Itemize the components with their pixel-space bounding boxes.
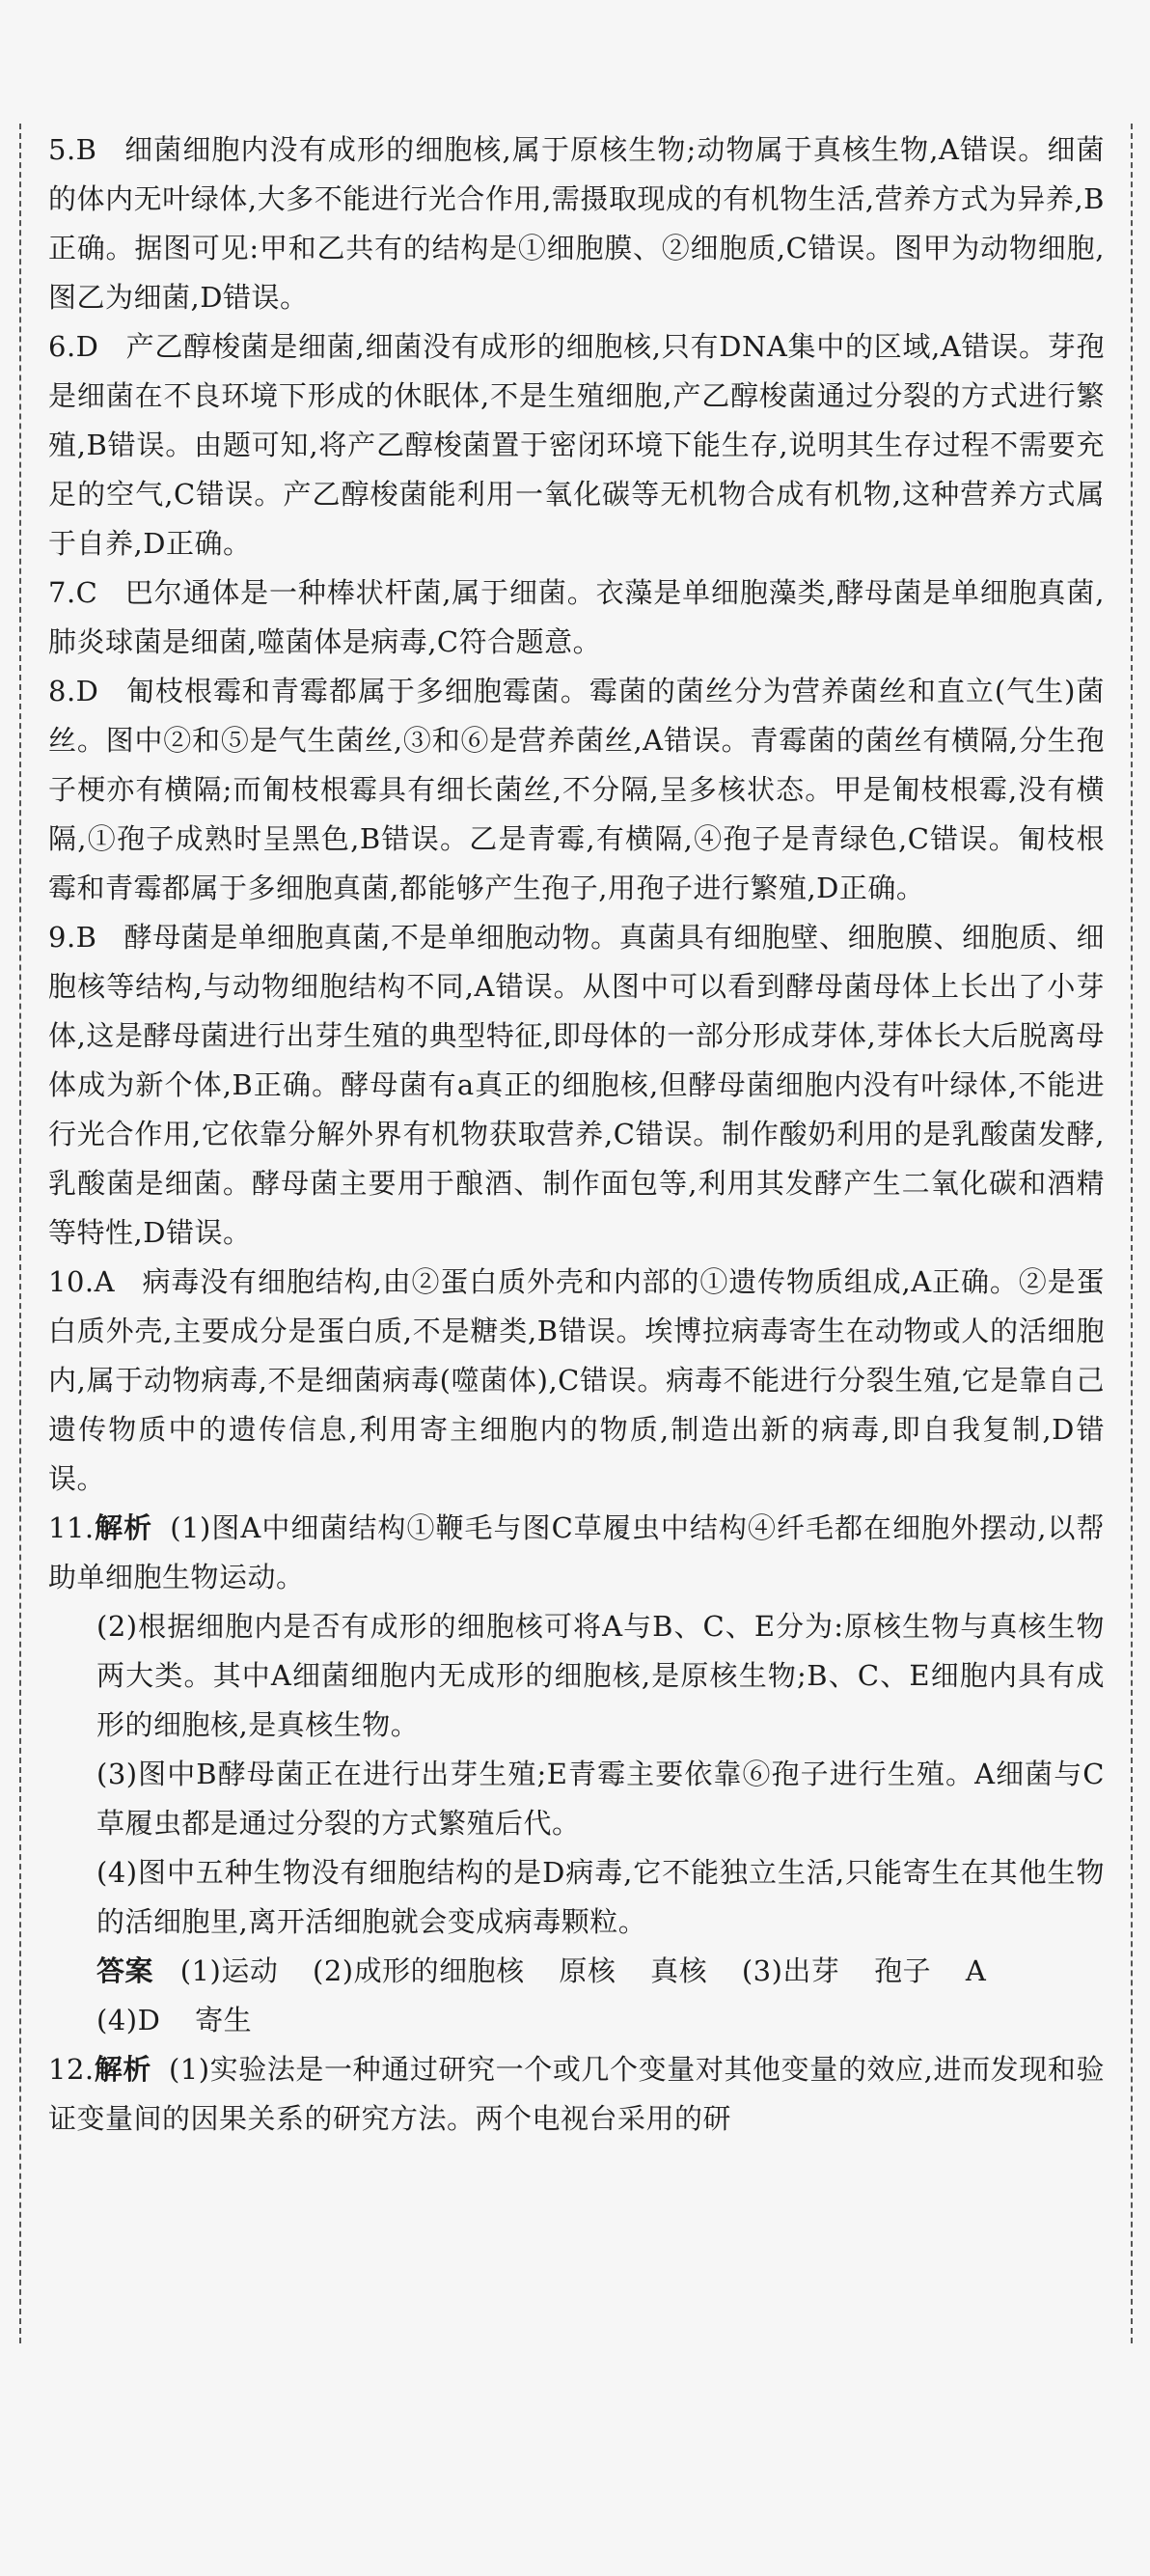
answer-item: 真核: [650, 1954, 708, 1987]
analysis-label: 解析: [94, 1511, 153, 1544]
answer-choice: D: [75, 330, 99, 363]
answer-choice: A: [94, 1265, 116, 1298]
answer-choice: B: [75, 921, 97, 954]
analysis-paragraph-1: (1)实验法是一种通过研究一个或几个变量对其他变量的效应,进而发现和验证变量间的因果关系的研究方法。两个电视台采用的研: [48, 2053, 1105, 2135]
explanation-text: 匍枝根霉和青霉都属于多细胞霉菌。霉菌的菌丝分为营养菌丝和直立(气生)菌丝。图中②和⑤是气生菌丝,③和⑥是营养菌丝,A错误。青霉菌的菌丝有横隔,分生孢子梗亦有横隔;而匍枝根霉具有细长菌丝,不分隔,呈多核状态。甲是匍枝根霉,没有横隔,①孢子成熟时呈黑色,B错误。乙是青霉,有横隔,④孢子是青绿色,C错误。匍枝根霉和青霉都属于多细胞真菌,都能够产生孢子,用孢子进行繁殖,D正确。: [48, 675, 1105, 904]
question-5: [48, 125, 1105, 322]
question-9: [48, 913, 1105, 1258]
question-7: [48, 568, 1105, 667]
explanation-text: 酵母菌是单细胞真菌,不是单细胞动物。真菌具有细胞壁、细胞膜、细胞质、细胞核等结构,与动物细胞结构不同,A错误。从图中可以看到酵母菌母体上长出了小芽体,这是酵母菌进行出芽生殖的典型特征,即母体的一部分形成芽体,芽体长大后脱离母体成为新个体,B正确。酵母菌有a真正的细胞核,但酵母菌细胞内没有叶绿体,不能进行光合作用,它依靠分解外界有机物获取营养,C错误。制作酸奶利用的是乳酸菌发酵,乳酸菌是细菌。酵母菌主要用于酿酒、制作面包等,利用其发酵产生二氧化碳和酒精等特性,D错误。: [48, 921, 1105, 1249]
right-dashed-border: [1131, 124, 1133, 2343]
answer-item: (2)成形的细胞核: [313, 1954, 525, 1987]
question-10: [48, 1258, 1105, 1504]
analysis-label: 解析: [94, 2053, 151, 2086]
answer-item: 原核: [559, 1954, 616, 1987]
question-number: 11.: [48, 1511, 95, 1544]
explanation-text: 细菌细胞内没有成形的细胞核,属于原核生物;动物属于真核生物,A错误。细菌的体内无叶绿体,大多不能进行光合作用,需摄取现成的有机物生活,营养方式为异养,B正确。据图可见:甲和乙共有的结构是①细胞膜、②细胞质,C错误。图甲为动物细胞,图乙为细菌,D错误。: [48, 133, 1105, 314]
answer-item: (3)出芽: [741, 1954, 840, 1987]
left-dashed-border: [19, 124, 21, 2343]
analysis-paragraph-1: (1)图A中细菌结构①鞭毛与图C草履虫中结构④纤毛都在细胞外摆动,以帮助单细胞生物运动。: [48, 1511, 1105, 1593]
question-12: [48, 2045, 1105, 2144]
answer-line-2: [96, 1996, 1105, 2045]
question-number: 10.: [48, 1265, 95, 1298]
answer-item: 孢子: [874, 1954, 932, 1987]
question-8: [48, 667, 1105, 913]
answer-choice: B: [75, 133, 97, 166]
question-11: [48, 1504, 1105, 2045]
analysis-paragraph-2: (2)根据细胞内是否有成形的细胞核可将A与B、C、E分为:原核生物与真核生物两大类。其中A细菌细胞内无成形的细胞核,是原核生物;B、C、E细胞内具有成形的细胞核,是真核生物。: [96, 1610, 1105, 1741]
answer-item: A: [965, 1954, 987, 1987]
answer-content: [48, 125, 1105, 2144]
explanation-text: 产乙醇梭菌是细菌,细菌没有成形的细胞核,只有DNA集中的区域,A错误。芽孢是细菌在不良环境下形成的休眠体,不是生殖细胞,产乙醇梭菌通过分裂的方式进行繁殖,B错误。由题可知,将产乙醇梭菌置于密闭环境下能生存,说明其生存过程不需要充足的空气,C错误。产乙醇梭菌能利用一氧化碳等无机物合成有机物,这种营养方式属于自养,D正确。: [48, 330, 1105, 560]
answer-choice: C: [75, 576, 98, 609]
analysis-paragraph-3: (3)图中B酵母菌正在进行出芽生殖;E青霉主要依靠⑥孢子进行生殖。A细菌与C草履虫都是通过分裂的方式繁殖后代。: [96, 1758, 1105, 1840]
question-number: 9.: [48, 921, 76, 954]
answer-item: (4)D: [96, 2004, 161, 2036]
answer-line: [96, 1947, 1105, 1996]
question-number: 12.: [48, 2053, 95, 2086]
answer-item: 寄生: [195, 2004, 253, 2036]
answer-choice: D: [75, 675, 99, 707]
explanation-text: 巴尔通体是一种棒状杆菌,属于细菌。衣藻是单细胞藻类,酵母菌是单细胞真菌,肺炎球菌是细菌,噬菌体是病毒,C符合题意。: [48, 576, 1105, 658]
answer-item: (1)运动: [179, 1954, 279, 1987]
explanation-text: 病毒没有细胞结构,由②蛋白质外壳和内部的①遗传物质组成,A正确。②是蛋白质外壳,主要成分是蛋白质,不是糖类,B错误。埃博拉病毒寄生在动物或人的活细胞内,属于动物病毒,不是细菌病毒(噬菌体),C错误。病毒不能进行分裂生殖,它是靠自己遗传物质中的遗传信息,利用寄主细胞内的物质,制造出新的病毒,即自我复制,D错误。: [48, 1265, 1105, 1495]
answer-label: 答案: [96, 1954, 154, 1987]
question-number: 6.: [48, 330, 76, 363]
question-number: 5.: [48, 133, 76, 166]
question-6: [48, 322, 1105, 568]
analysis-paragraph-4: (4)图中五种生物没有细胞结构的是D病毒,它不能独立生活,只能寄生在其他生物的活细胞里,离开活细胞就会变成病毒颗粒。: [96, 1856, 1105, 1938]
question-number: 8.: [48, 675, 76, 707]
question-number: 7.: [48, 576, 76, 609]
